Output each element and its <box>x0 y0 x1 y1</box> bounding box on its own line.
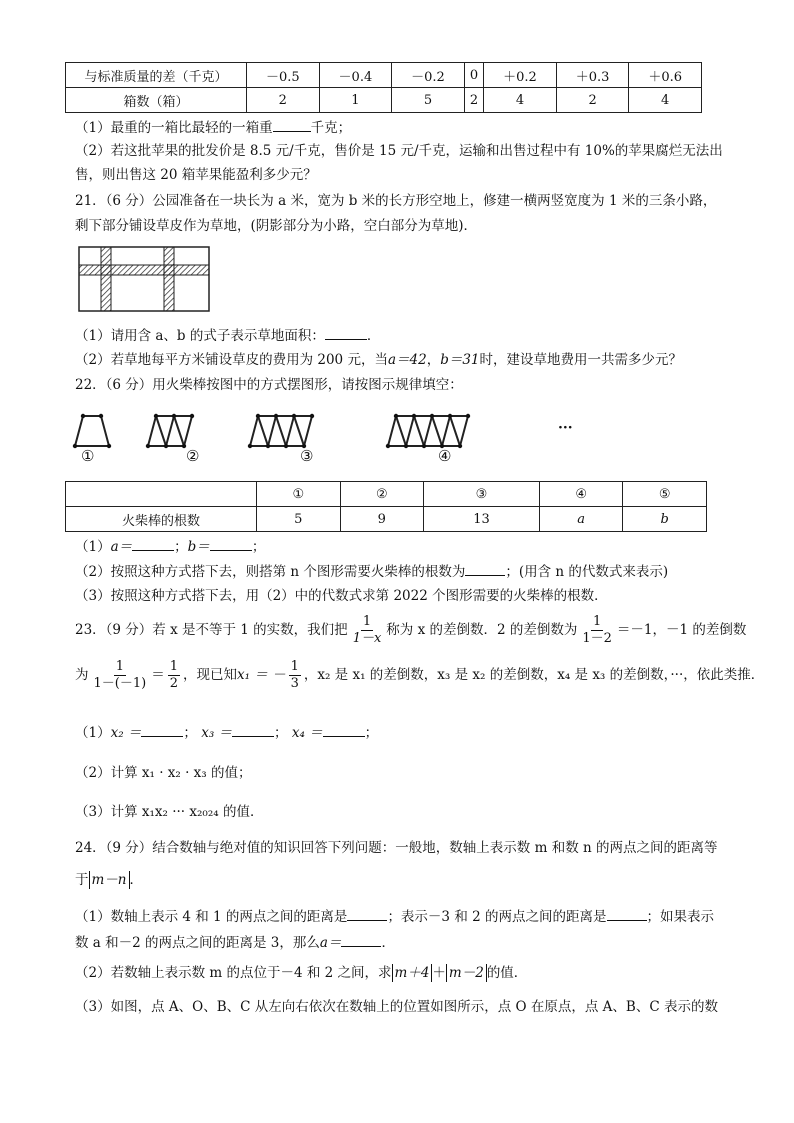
text: 于 <box>75 872 89 888</box>
math: x₁ ＝ － <box>236 667 286 683</box>
q22-part2 <box>75 561 668 582</box>
q23-part2: （2）计算 x₁ · x₂ · x₃ 的值； <box>75 765 252 781</box>
figure-label-3: ③ <box>300 447 314 465</box>
text: ；(用含 n 的代数式来表示) <box>505 564 669 580</box>
math: a＝ <box>110 539 133 555</box>
math: x₃ ＝ <box>201 725 233 741</box>
text: ； <box>364 725 379 741</box>
matchstick-table <box>65 481 707 532</box>
text: 的值． <box>486 965 528 981</box>
table-cell: 0 <box>464 63 483 88</box>
numerator: 1 <box>290 659 299 674</box>
q20-part2-line1: （2）若这批苹果的批发价是 8.5 元/千克，售价是 15 元/千克，运输和出售过程中有 10%的苹果腐烂无法出 <box>75 143 723 159</box>
fraction <box>168 659 180 692</box>
table-cell: 9 <box>340 507 424 532</box>
answer-blank[interactable] <box>132 536 174 551</box>
text: （2）按照这种方式搭下去，则搭第 n 个图形需要火柴棒的根数为 <box>75 564 466 580</box>
q23-part3: （3）计算 x₁x₂ ··· x₂₀₂₄ 的值． <box>75 804 264 820</box>
q24-line1: 24．（9 分）结合数轴与绝对值的知识回答下列问题：一般地，数轴上表示数 m 和数 n 的两点之间的距离等 <box>75 840 718 856</box>
text: 23．（9 分）若 x 是不等于 1 的实数，我们把 <box>75 622 348 638</box>
table-cell: 13 <box>424 507 540 532</box>
denominator: 1－x <box>352 631 382 646</box>
answer-blank[interactable] <box>232 722 274 737</box>
denominator: 1－(－1) <box>93 676 147 691</box>
math: b＝31 <box>440 352 480 368</box>
text: （2）若数轴上表示数 m 的点位于－4 和 2 之间，求 <box>75 965 392 981</box>
text: （1） <box>75 725 111 741</box>
table-header-cell <box>66 482 257 507</box>
table-header-cell: 箱数（箱） <box>66 88 247 113</box>
math: x₂ ＝ <box>110 725 142 741</box>
table-cell: －0.5 <box>247 63 320 88</box>
table-cell: ＋0.2 <box>484 63 557 88</box>
q22-line1: 22．（6 分）用火柴棒按图中的方式摆图形，请按图示规律填空： <box>75 377 463 393</box>
text: 千克； <box>310 120 352 136</box>
text: ，现已知 <box>182 667 237 683</box>
text: 称为 x 的差倒数．2 的差倒数为 <box>386 622 578 638</box>
answer-blank[interactable] <box>273 117 311 132</box>
answer-blank[interactable] <box>341 932 381 947</box>
text: ． <box>129 872 143 888</box>
table-cell: 2 <box>247 88 320 113</box>
text: ＝ <box>151 667 165 683</box>
figure-label-1: ① <box>81 447 95 465</box>
matchstick-figures <box>70 408 590 470</box>
fraction <box>351 614 384 647</box>
numerator: 1 <box>115 659 124 674</box>
q20-part2-line2: 售，则出售这 20 箱苹果能盈利多少元？ <box>75 167 317 183</box>
table-row <box>66 88 702 113</box>
table-cell: ＋0.3 <box>556 63 629 88</box>
table-cell: 4 <box>629 88 702 113</box>
table-cell: －0.4 <box>319 63 392 88</box>
fraction <box>580 614 614 647</box>
q21-part1 <box>75 325 380 346</box>
table-cell: 5 <box>257 507 341 532</box>
table-cell: 5 <box>392 88 465 113</box>
table-cell: 1 <box>319 88 392 113</box>
text: ； <box>183 725 197 741</box>
figure-label-4: ④ <box>438 447 452 465</box>
q22-part3: （3）按照这种方式搭下去，用（2）中的代数式求第 2022 个图形需要的火柴棒的根数． <box>75 588 608 604</box>
absolute-value: m－2 <box>446 964 487 982</box>
text: ， <box>426 352 441 368</box>
q24-part1-line1 <box>75 906 714 927</box>
text: 为 <box>75 667 89 683</box>
denominator: 3 <box>290 676 299 691</box>
text: ，x₂ 是 x₁ 的差倒数，x₃ 是 x₂ 的差倒数，x₄ 是 x₃ 的差倒数，···，依此类推． <box>303 667 765 683</box>
park-path-figure <box>78 246 210 312</box>
fraction <box>92 659 149 692</box>
denominator: 2 <box>169 676 178 691</box>
q22-part1 <box>75 536 265 557</box>
table-header-cell: ⑤ <box>623 482 707 507</box>
ellipsis: ··· <box>558 420 573 436</box>
table-header-cell: ④ <box>539 482 623 507</box>
table-header-cell: ① <box>257 482 341 507</box>
math: a＝ <box>319 935 342 951</box>
q21-line2: 剩下部分铺设草皮作为草地，(阴影部分为小路，空白部分为草地)． <box>75 218 478 234</box>
answer-blank[interactable] <box>323 722 365 737</box>
text: （2）若草地每平方米铺设草皮的费用为 200 元，当 <box>75 352 388 368</box>
table-cell: －0.2 <box>392 63 465 88</box>
table-row <box>66 507 707 532</box>
text: （1）数轴上表示 4 和 1 的两点之间的距离是 <box>75 909 348 925</box>
table-row <box>66 63 702 88</box>
numerator: 1 <box>362 614 372 629</box>
text: （1）最重的一箱比最轻的一箱重 <box>75 120 273 136</box>
table-cell: ＋0.6 <box>629 63 702 88</box>
table-row <box>66 482 707 507</box>
text: （1）请用含 a、b 的式子表示草地面积： <box>75 328 325 344</box>
absolute-value: m＋4 <box>392 964 433 982</box>
q24-line2 <box>75 870 143 890</box>
q24-part3: （3）如图，点 A、O、B、C 从左向右依次在数轴上的位置如图所示，点 O 在原点，点 A、B、C 表示的数 <box>75 999 718 1015</box>
deviation-table <box>65 62 702 113</box>
absolute-value: m－n <box>89 871 130 889</box>
table-header-cell: 火柴棒的根数 <box>66 507 257 532</box>
text: ． <box>381 935 395 951</box>
q23-line2 <box>75 657 764 693</box>
q23-part1 <box>75 722 378 743</box>
table-header-cell: ② <box>340 482 424 507</box>
text: ；如果表示 <box>646 909 714 925</box>
text: 时，建设草地费用一共需多少元？ <box>479 352 683 368</box>
figure-label-2: ② <box>186 447 200 465</box>
table-cell: 2 <box>464 88 483 113</box>
text: （1） <box>75 539 111 555</box>
text: ； <box>274 725 288 741</box>
q23-line1 <box>75 612 746 648</box>
table-cell: a <box>539 507 623 532</box>
answer-blank[interactable] <box>210 536 252 551</box>
table-cell: b <box>623 507 707 532</box>
text: ＝－1，－1 的差倒数 <box>616 622 747 638</box>
answer-blank[interactable] <box>607 906 647 921</box>
q20-part1 <box>75 117 351 138</box>
text: ． <box>366 328 381 344</box>
denominator: 1－2 <box>582 631 612 646</box>
table-header-cell: ③ <box>424 482 540 507</box>
answer-blank[interactable] <box>465 561 505 576</box>
q21-part2 <box>75 350 682 370</box>
answer-blank[interactable] <box>325 325 367 340</box>
math: a＝42 <box>387 352 427 368</box>
text: ； <box>174 539 188 555</box>
fraction <box>289 659 301 692</box>
table-cell: 4 <box>484 88 557 113</box>
numerator: 1 <box>169 659 178 674</box>
q21-line1: 21．（6 分）公园准备在一块长为 a 米，宽为 b 米的长方形空地上，修建一横两竖宽度为 1 米的三条小路， <box>75 193 717 209</box>
math: b＝ <box>187 539 210 555</box>
q24-part2 <box>75 963 527 983</box>
text: ； <box>251 539 266 555</box>
math: x₄ ＝ <box>291 725 323 741</box>
text: ＋ <box>432 965 446 981</box>
table-cell: 2 <box>556 88 629 113</box>
text: 数 a 和－2 的两点之间的距离是 3，那么 <box>75 935 320 951</box>
numerator: 1 <box>593 614 602 629</box>
table-header-cell: 与标准质量的差（千克） <box>66 63 247 88</box>
q24-part1-line2 <box>75 932 395 953</box>
text: ；表示－3 和 2 的两点之间的距离是 <box>387 909 607 925</box>
answer-blank[interactable] <box>141 722 183 737</box>
answer-blank[interactable] <box>347 906 387 921</box>
